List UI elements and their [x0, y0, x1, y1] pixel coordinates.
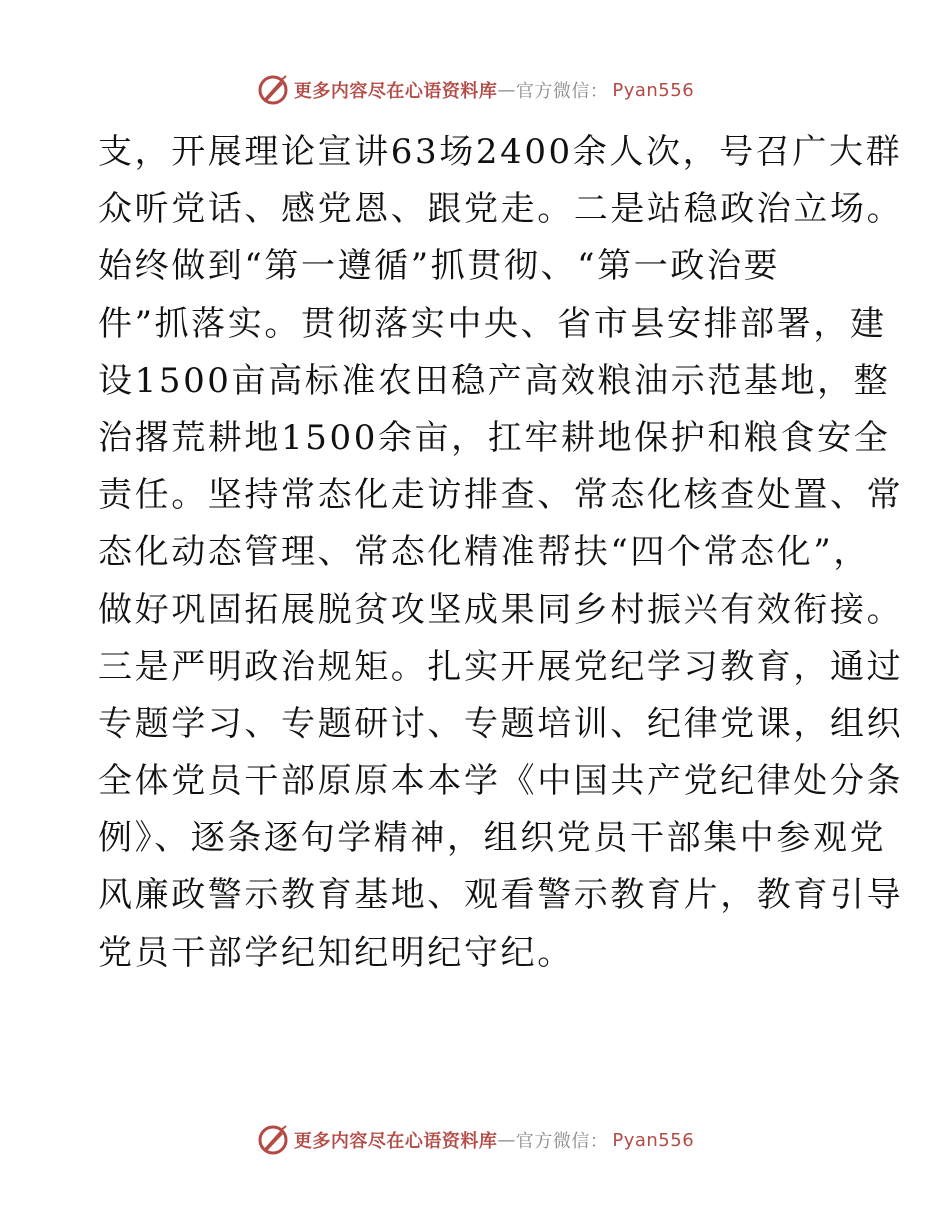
- body-line: 三是严明政治规矩。扎实开展党纪学习教育，通过: [98, 646, 904, 687]
- body-line: 责任。坚持常态化走访排查、常态化核查处置、常: [98, 475, 904, 516]
- watermark-wechat-id: Pyan556: [612, 1129, 695, 1151]
- body-line: 例》、逐条逐句学精神，组织党员干部集中参观党: [98, 818, 887, 859]
- body-line: 设1500亩高标准农田稳产高效粮油示范基地，整: [98, 360, 891, 401]
- body-line: 始终做到“第一遵循”抓贯彻、“第一政治要: [98, 246, 781, 287]
- watermark-sub-text: 官方微信：: [515, 81, 609, 102]
- body-line: 治撂荒耕地1500余亩，扛牢耕地保护和粮食安全: [98, 417, 891, 458]
- watermark-sub-text: 官方微信：: [515, 1131, 609, 1152]
- watermark-separator: —: [497, 79, 516, 101]
- document-body: [98, 124, 904, 982]
- header-watermark: [0, 70, 950, 110]
- body-line: 风廉政警示教育基地、观看警示教育片，教育引导: [98, 875, 904, 916]
- watermark-separator: —: [497, 1129, 516, 1151]
- watermark-main-text: 更多内容尽在心语资料库: [293, 81, 498, 102]
- quill-pen-circle-icon: [256, 73, 290, 107]
- body-line: 全体党员干部原原本本学《中国共产党纪律处分条: [98, 761, 904, 802]
- body-line: 党员干部学纪知纪明纪守纪。: [98, 932, 574, 973]
- body-line: 件”抓落实。贯彻落实中央、省市县安排部署，建: [98, 303, 887, 344]
- body-line: 众听党话、感党恩、跟党走。二是站稳政治立场。: [98, 189, 904, 230]
- body-line: 做好巩固拓展脱贫攻坚成果同乡村振兴有效衔接。: [98, 589, 904, 630]
- footer-watermark: [0, 1120, 950, 1160]
- body-line: 支，开展理论宣讲63场2400余人次，号召广大群: [98, 132, 903, 172]
- body-line: 专题学习、专题研讨、专题培训、纪律党课，组织: [98, 703, 904, 744]
- watermark-main-text: 更多内容尽在心语资料库: [293, 1131, 498, 1152]
- body-line: 态化动态管理、常态化精准帮扶“四个常态化”，: [98, 532, 870, 573]
- quill-pen-circle-icon: [256, 1123, 290, 1157]
- watermark-wechat-id: Pyan556: [612, 79, 695, 101]
